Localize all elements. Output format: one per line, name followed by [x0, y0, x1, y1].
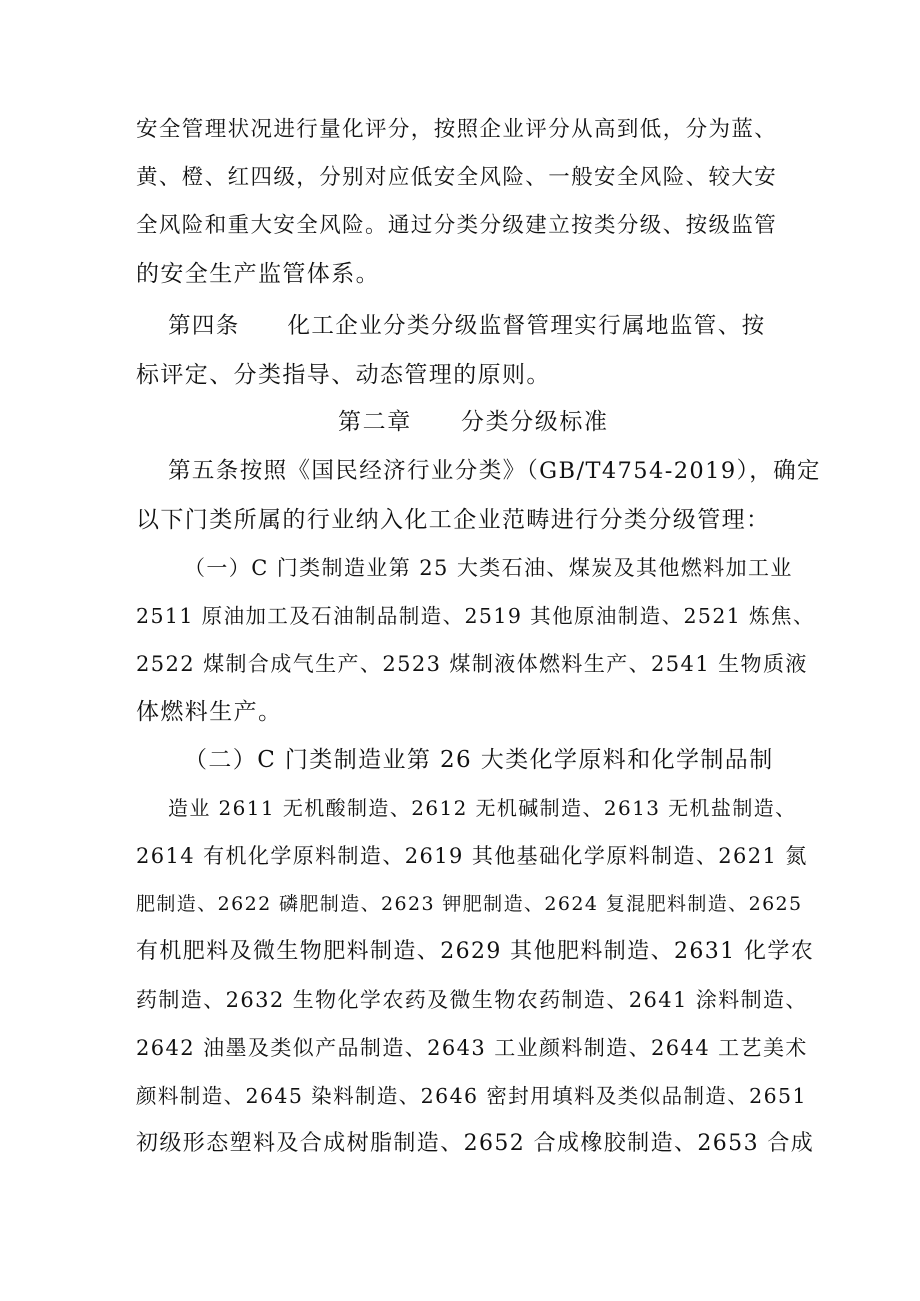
- text-line-12: 2522 煤制合成气生产、2523 煤制液体燃料生产、2541 生物质液: [136, 652, 808, 676]
- text-line-21: 颜料制造、2645 染料制造、2646 密封用填料及类似品制造、2651: [136, 1084, 807, 1108]
- item-2-line: （二）C 门类制造业第 26 大类化学原料和化学制品制: [184, 747, 774, 773]
- text-line-18: 有机肥料及微生物肥料制造、2629 其他肥料制造、2631 化学农: [136, 939, 815, 964]
- text-line-9: 以下门类所属的行业纳入化工企业范畴进行分类分级管理：: [136, 507, 771, 533]
- text-line-16: 2614 有机化学原料制造、2619 其他基础化学原料制造、2621 氮: [136, 844, 808, 868]
- text-line-11: 2511 原油加工及石油制品制造、2519 其他原油制造、2521 炼焦、: [136, 604, 815, 628]
- text-line-3: 全风险和重大安全风险。通过分类分级建立按类分级、按级监管: [136, 213, 778, 238]
- text-line-4: 的安全生产监管体系。: [136, 261, 380, 287]
- text-line-2: 黄、橙、红四级，分别对应低安全风险、一般安全风险、较大安: [136, 165, 778, 190]
- text-line-13: 体燃料生产。: [136, 699, 283, 725]
- text-line-19: 药制造、2632 生物化学农药及微生物农药制造、2641 涂料制造、: [136, 988, 808, 1012]
- text-line-6: 标评定、分类指导、动态管理的原则。: [136, 362, 551, 388]
- text-line-15: 造业 2611 无机酸制造、2612 无机碱制造、2613 无机盐制造、: [168, 796, 797, 820]
- text-line-17: 肥制造、2622 磷肥制造、2623 钾肥制造、2624 复混肥料制造、2625: [136, 893, 803, 915]
- item-1-line: （一）C 门类制造业第 25 大类石油、煤炭及其他燃料加工业: [184, 556, 793, 580]
- text-line-22: 初级形态塑料及合成树脂制造、2652 合成橡胶制造、2653 合成: [136, 1131, 815, 1156]
- text-line-20: 2642 油墨及类似产品制造、2643 工业颜料制造、2644 工艺美术: [136, 1036, 808, 1060]
- text-line-1: 安全管理状况进行量化评分，按照企业评分从高到低，分为蓝、: [136, 117, 778, 142]
- chapter-heading: 第二章 分类分级标准: [338, 409, 609, 435]
- article-5-heading-line: 第五条按照《国民经济行业分类》（GB/T4754-2019），确定: [168, 458, 821, 484]
- article-4-heading-line: 第四条 化工企业分类分级监督管理实行属地监管、按: [168, 313, 766, 339]
